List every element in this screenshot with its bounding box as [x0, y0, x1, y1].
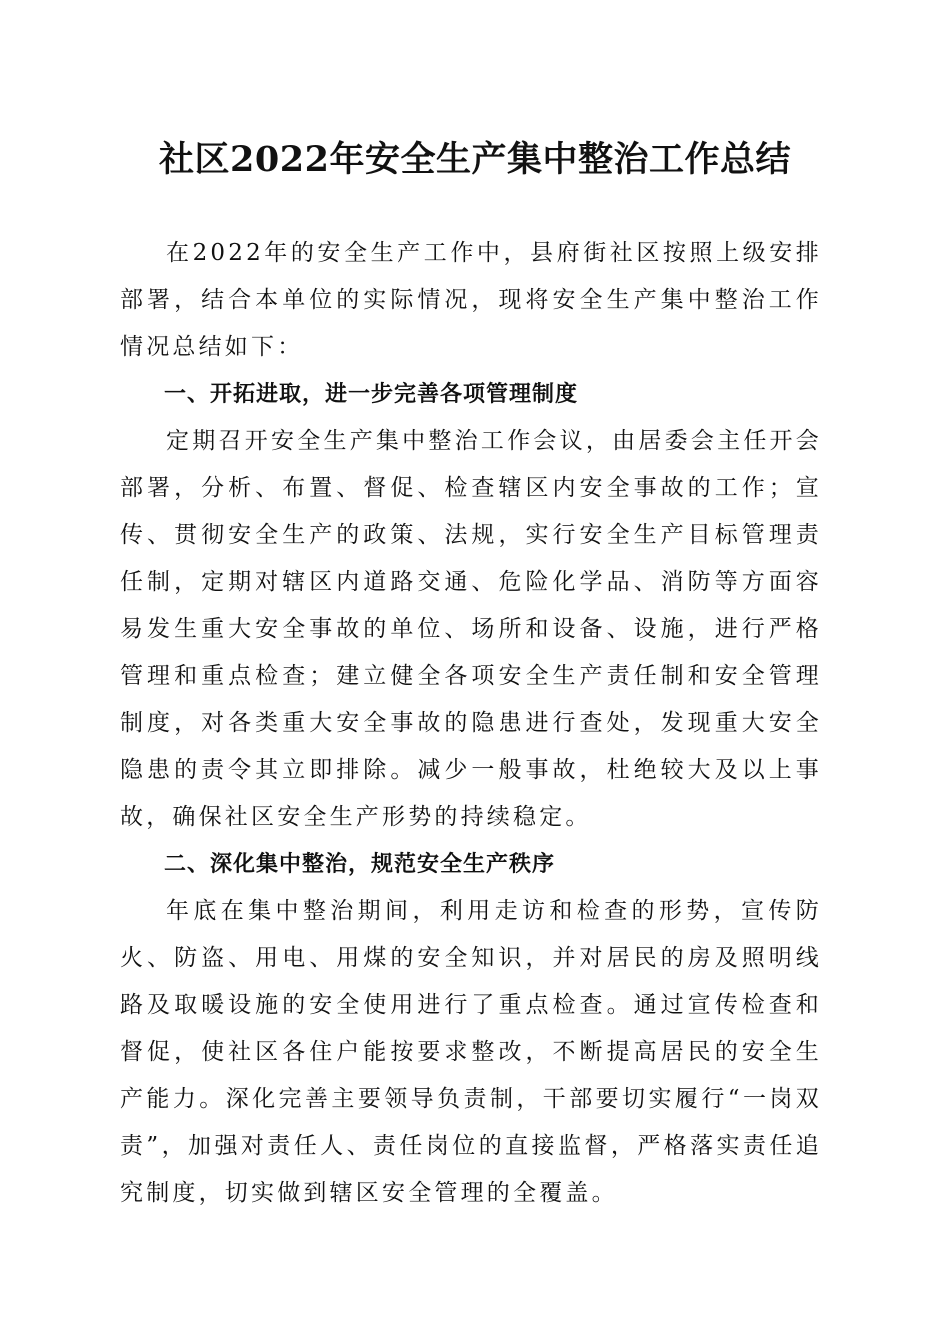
document-body — [120, 230, 822, 1217]
section-1-paragraph: 定期召开安全生产集中整治工作会议，由居委会主任开会部署，分析、布置、督促、检查辖区内安全事故的工作；宣传、贯彻安全生产的政策、法规，实行安全生产目标管理责任制，定期对辖区内道路交通、危险化学品、消防等方面容易发生重大安全事故的单位、场所和设备、设施，进行严格管理和重点检查；建立健全各项安全生产责任制和安全管理制度，对各类重大安全事故的隐患进行查处，发现重大安全隐患的责令其立即排除。减少一般事故，杜绝较大及以上事故，确保社区安全生产形势的持续稳定。 — [120, 428, 822, 830]
section-2-heading: 二、深化集中整治，规范安全生产秩序 — [164, 852, 556, 877]
section-1-heading: 一、开拓进取，进一步完善各项管理制度 — [164, 382, 579, 407]
intro-paragraph: 在2022年的安全生产工作中，县府街社区按照上级安排部署，结合本单位的实际情况，现将安全生产集中整治工作情况总结如下： — [120, 240, 822, 360]
document-title: 社区2022年安全生产集中整治工作总结 — [159, 139, 791, 180]
section-2-paragraph: 年底在集中整治期间，利用走访和检查的形势，宣传防火、防盗、用电、用煤的安全知识，并对居民的房及照明线路及取暖设施的安全使用进行了重点检查。通过宣传检查和督促，使社区各住户能按要求整改，不断提高居民的安全生产能力。深化完善主要领导负责制，干部要切实履行“一岗双责”，加强对责任人、责任岗位的直接监督，严格落实责任追究制度，切实做到辖区安全管理的全覆盖。 — [120, 898, 822, 1206]
